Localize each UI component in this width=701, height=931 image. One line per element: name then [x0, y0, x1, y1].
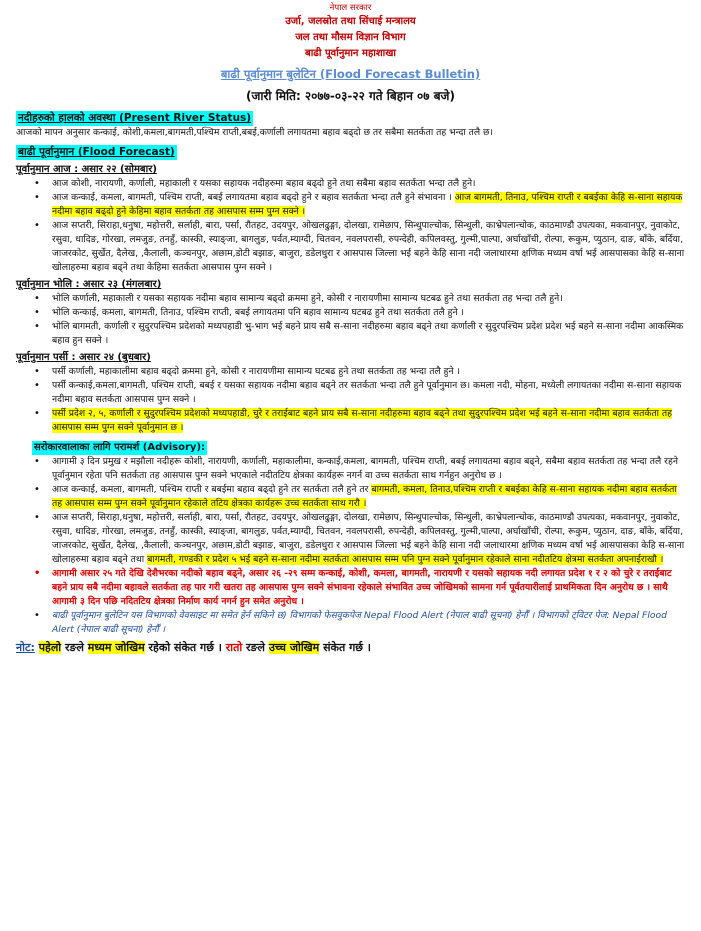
present-status-text: आजको मापन अनुसार कन्काई, कोशी,कमला,बागमती,पश्चिम राप्ती,बबई,कर्णाली लगायतमा बहाव बढ्दो छ तर सबैमा सतर्कता तह भन्दा तलै छ। — [16, 127, 493, 138]
forecast-today-list — [16, 177, 685, 275]
bullet-icon: • — [34, 192, 40, 203]
list-item — [34, 483, 685, 511]
note-red-word: रातो — [225, 641, 243, 654]
note-text: रङले — [242, 641, 269, 654]
item-text: आज कोशी, नारायणी, कर्णाली, महाकाली र यसका सहायक नदीहरुमा बहाव बढ्दो हुने तथा सबैमा बहाव सतर्कता भन्दा तलै हुने। — [52, 178, 476, 189]
highlight-medium-risk: बागमती, गण्डकी र प्रदेश ५ भई बहने स-साना नदीमा सतर्कता आसपास सम्म पनि पुग्न सक्ने पूर्वानुमान रहेकाले साना नदीतटिय क्षेत्रमा सतर्कता अपनाईराखौ । — [147, 554, 664, 565]
division-name: बाढी पूर्वानुमान महाशाखा — [304, 48, 397, 59]
forecast-dayafter-label: पूर्वानुमान पर्सी : असार २४ (बुधबार) — [16, 352, 151, 363]
note-text: रङले — [61, 641, 88, 654]
bullet-icon: • — [34, 568, 41, 579]
bullet-icon: • — [34, 380, 40, 391]
list-item — [34, 609, 685, 637]
ministry-name: उर्जा, जलस्रोत तथा सिंचाई मन्त्रालय — [285, 16, 416, 27]
item-text: आज सप्तरी, सिराहा,धनुषा, महोत्तरी, सर्लाही, बारा, पर्सा, रौतहट, उदयपुर, ओखलढुङ्गा, दोलखा, रामेछाप, सिन्धुपाल्चोक, सिन्धुली, काभ्रेपलान्चोक, काठमाण्डौ उपत्यका, मकवानपुर, नुवाकोट, रसुवा, धादिङ, गोरखा, लमजुङ, तनहुँ, कास्की, स्याङ्जा, बागलुङ, पर्वत,म्याग्दी, चितवन, नवलपरासी, रुपन्देही, कपिलवस्तु, गुल्मी,पाल्पा, अर्घाखाँची, रोल्पा, रूकुम, प्युठान, दाङ, बाँके, बर्दिया, जाजरकोट, सुर्खेत, दैलेख, ,कैलाली, कञ्चनपुर, अछाम,डोटी बझाङ, बाजुरा, डडेलधुरा र आसपास जिल्ला भई बहने केहि साना नदी जलाधारमा क्षणिक मध्यम वर्षा भई आसपासका केहि स-साना खोलाहरुमा बहाव बढ्ने तथा — [52, 512, 685, 565]
item-text: पर्सी कर्णाली, महाकालीमा बहाव बढ्दो क्रममा हुने, कोसी र नारायणीमा सामान्य घटबढ हुने तथा सतर्कता तह भन्दा तलै हुने । — [52, 366, 460, 377]
bullet-icon: • — [34, 321, 40, 332]
forecast-tomorrow-list — [16, 292, 685, 348]
org-name: नेपाल सरकार — [329, 3, 372, 13]
bulletin-page — [0, 2, 701, 931]
list-item — [34, 191, 685, 219]
bullet-icon: • — [34, 178, 40, 189]
list-item — [34, 306, 685, 320]
item-text: पर्सी कन्काई,कमला,बागमती, पश्चिम राप्ती, बबई र यसका सहायक नदीमा बहाव बढ्ने तर सतर्कता भन्दा तलै हुने पूर्वानुमान छ। कमला नदी, मोहना, मध्येली लगायतका नदीमा स-साना सहायक नदीमा बहाव सतर्कता आसपास पुग्न सक्ने । — [52, 380, 682, 405]
item-text: आज कन्काई, कमला, बागमती, पश्चिम राप्ती, बबई लगायतमा बहाव बढ्दो हुने र बहाव सतर्कता भन्दा तलै हुने संभावना । — [52, 192, 455, 203]
note-text: रहेको संकेत गर्छ । — [144, 641, 226, 654]
present-status-label: नदीहरुको हालको अवस्था (Present River Status) — [18, 112, 252, 124]
note-line — [16, 639, 685, 657]
list-item — [34, 320, 685, 348]
forecast-today-label: पूर्वानुमान आज : असार २२ (सोमबार) — [16, 164, 157, 175]
note-yellow-word: पहेलो — [38, 641, 62, 654]
bullet-icon: • — [34, 456, 40, 467]
bullet-icon: • — [34, 220, 40, 231]
forecast-dayafter-list — [16, 365, 685, 435]
item-text: भोलि कन्काई, कमला, बागमती, तिनाउ, पश्चिम राप्ती, बबई लगायतमा पनि बहाव सामान्य घटबढ हुने तथा सतर्कता तलै हुने । — [52, 307, 464, 318]
bullet-icon: • — [34, 307, 40, 318]
item-text: आज सप्तरी, सिराहा,धनुषा, महोत्तरी, सर्लाही, बारा, पर्सा, रौतहट, उदयपुर, ओखलढुङ्गा, दोलखा, रामेछाप, सिन्धुपाल्चोक, सिन्धुली, काभ्रेपलान्चोक, काठमाण्डौ उपत्यका, मकवानपुर, नुवाकोट, रसुवा, धादिङ, गोरखा, लमजुङ, तनहुँ, कास्की, स्याङ्जा, बागलुङ, पर्वत,म्याग्दी, चितवन, नवलपरासी, रुपन्देही, कपिलवस्तु, गुल्मी,पाल्पा, अर्घाखाँची, रोल्पा, रूकुम, प्युठान, दाङ, बाँके, बर्दिया, जाजरकोट, सुर्खेत, दैलेख, ,कैलाली, कञ्चनपुर, अछाम,डोटी बझाङ, बाजुरा, डडेलधुरा र आसपास जिल्ला भई बहने केहि साना नदी जलाधारमा क्षणिक मध्यम वर्षा भई आसपासका केहि स-साना खोलाहरुमा बहाव बढ्ने तथा केहिमा सतर्कता आसपास पुग्न सक्ने । — [52, 220, 685, 273]
list-item — [34, 292, 685, 306]
advisory-label: सरोकारवालाका लागि परामर्श (Advisory): — [34, 442, 206, 453]
highlight-medium-risk: सुदुरपश्चिम प्रदेश भई बहने स-साना नदीमा बहाव सतर्कता तह आसपास सम्म पुग्न सक्ने पूर्वानुमान छ । — [52, 408, 673, 433]
item-text: पर्सी प्रदेश २, ५, कर्णाली र सुदुरपश्चिम प्रदेशको मध्यपहाडी, चुरे र तराईबाट बहने प्राय सबै स-साना नदीहरुमा बहाव बढ्ने तथा — [52, 408, 469, 419]
list-item — [34, 379, 685, 407]
highlight-medium-risk: आज बागमती, तिनाउ, पश्चिम राप्ती र बबईका केहि स-साना सहायक नदीमा बहाव बढ्दो हुने केहिमा बहाव सतर्कता तह आसपास सम्म पुग्न सक्ने । — [52, 192, 683, 217]
highlight-medium-risk: बागमती, कमला, तिनाउ,पश्चिम राप्ती र बबईका केहि स-साना सहायक नदीमा बहाव सतर्कता तह आसपास सम्म पुग्न सक्ने पूर्वानुमान रहेकाले तटिय क्षेत्रका कार्यहरू उच्च सतर्कता साथ गरौ । — [52, 484, 677, 509]
high-risk-text: आगामी असार २५ गते देखि देशैभरका नदीको बहाव बढ्ने, असार २६ -२९ सम्म कन्काई, कोशी, कमला, बागमती, नारायणी र यसको सहायक नदी लगायत प्रदेश १ र २ को चुरे र तराईबाट बहने प्राय सबै नदीमा बहावले सतर्कता तह पार गरी खतरा तह आसपास पुग्न सक्ने संभावना रहेकाले संभावित उच्च जोखिमको सामना गर्न पूर्वतयारीलाई प्राथमिकता दिन अनुरोध छ । साथै आगामी ३ दिन पछि नदितटिय क्षेत्रका निर्माण कार्य नगर्न हुन समेत अनुरोध । — [52, 568, 672, 607]
bullet-icon: • — [34, 293, 40, 304]
item-text: आगामी ३ दिन प्रमुख र मझौला नदीहरू कोशी, नारायणी, कर्णाली, महाकालीमा, कन्काई,कमला, बागमती, पश्चिम राप्ती, बबई लगायतमा बहाव बढ्ने, सबैमा बहाव सतर्कता तह भन्दा तलै रहने पूर्वानुमान रहेता पनि सतर्कता तह आसपास पुग्न सक्ने भएकाले नदीतटिय क्षेत्रका कार्यहरू नगर्न वा उच्च सतर्कता साथ गर्नहुन अनुरोध छ । — [52, 456, 678, 481]
website-info-text: बाढी पूर्वानुमान बुलेटिन यस विभागको वेवसाइट मा समेत हेर्न सकिने छ) विभागको फेसवुकपेज Nepal Flood Alert (नेपाल बाढी सूचना) हेर्नौं । विभागको ट्विटर पेज: Nepal Flood Alert (नेपाल बाढी सूचना) हेर्नौं । — [52, 610, 667, 635]
bullet-icon: • — [34, 512, 40, 523]
item-text: आज कन्काई, कमला, बागमती, पश्चिम राप्ती र बबईमा बहाव बढ्दो हुने तर सतर्कता तलै हुने तर — [52, 484, 372, 495]
item-text: भोलि कर्णाली, महाकाली र यसका सहायक नदीमा बहाव सामान्य बढ्दो क्रममा हुने, कोसी र नारायणीमा सामान्य घटबढ हुने तथा सतर्कता तह भन्दा तलै हुने। — [52, 293, 563, 304]
department-name: जल तथा मौसम विज्ञान विभाग — [295, 32, 406, 43]
bullet-icon: • — [34, 610, 40, 621]
bullet-icon: • — [34, 484, 40, 495]
flood-forecast-label: बाढी पूर्वानुमान (Flood Forecast) — [18, 146, 175, 158]
note-label: नोट: — [16, 641, 35, 654]
item-text: भोलि बागमती, कर्णाली र सुदुरपश्चिम प्रदेशको मध्यपहाडी भु-भाग भई बहने प्राय सबै स-साना नदीहरुमा बहाव बढ्ने तथा कर्णाली र सुदुरपश्चिम प्रदेश प्रदेश भई बहने स-साना नदीमा आकस्मिक बहाव हुन सक्ने । — [52, 321, 684, 346]
bullet-icon: • — [34, 366, 40, 377]
advisory-list — [16, 455, 685, 637]
forecast-tomorrow-label: पूर्वानुमान भोलि : असार २३ (मंगलबार) — [16, 279, 162, 290]
list-item — [34, 407, 685, 435]
issue-date: (जारी मिति: २०७७-०३-२२ गते बिहान ०७ बजे) — [246, 89, 455, 103]
list-item — [34, 567, 685, 609]
list-item — [34, 219, 685, 275]
note-medium-risk: मध्यम जोखिम — [87, 641, 145, 654]
list-item — [34, 365, 685, 379]
list-item — [34, 177, 685, 191]
list-item — [34, 511, 685, 567]
list-item — [34, 455, 685, 483]
bulletin-title: बाढी पूर्वानुमान बुलेटिन (Flood Forecast Bulletin) — [220, 67, 481, 81]
note-text: संकेत गर्छ । — [319, 641, 371, 654]
note-high-risk: उच्च जोखिम — [268, 641, 320, 654]
bullet-icon: • — [34, 408, 40, 419]
